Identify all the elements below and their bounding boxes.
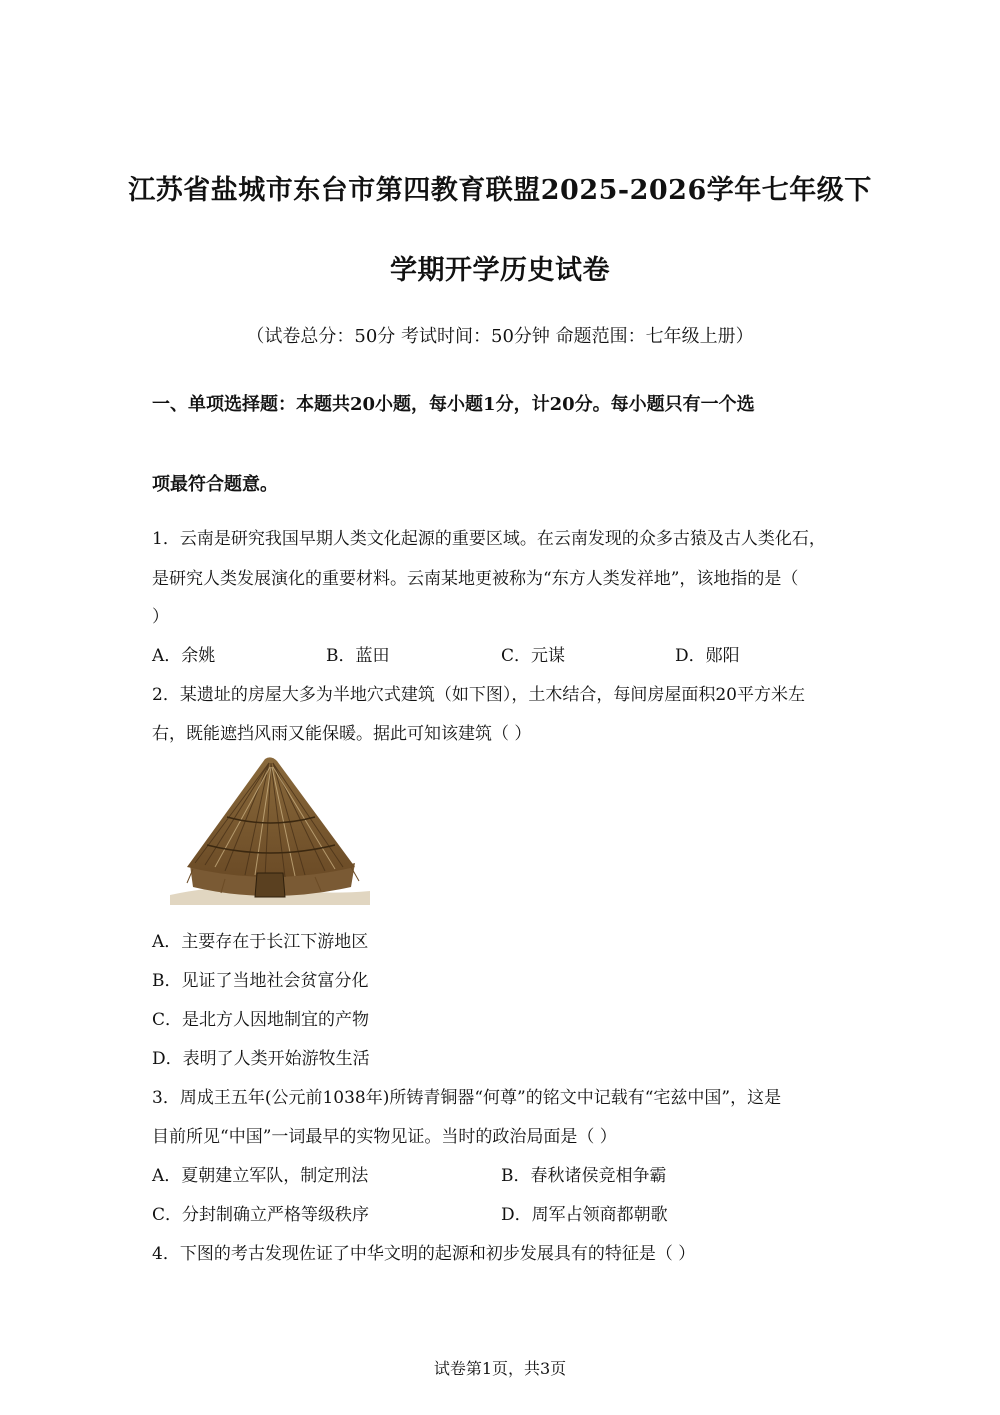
section-heading-line-2: 项最符合题意。 (152, 474, 278, 495)
question-4-line-1: 4．下图的考古发现佐证了中华文明的起源和初步发展具有的特征是（ ） (152, 1244, 696, 1264)
question-3-line-2: 目前所见“中国”一词最早的实物见证。当时的政治局面是（ ） (152, 1127, 617, 1147)
exam-info: （试卷总分：50分 考试时间：50分钟 命题范围：七年级上册） (246, 326, 754, 347)
question-1-option-c: C．元谋 (501, 646, 566, 666)
question-3-line-1: 3．周成王五年(公元前1038年)所铸青铜器“何尊”的铭文中记载有“宅兹中国”，这是 (152, 1088, 782, 1108)
question-2-line-1: 2．某遗址的房屋大多为半地穴式建筑（如下图），土木结合，每间房屋面积20平方米左 (152, 685, 805, 705)
exam-title-line-2: 学期开学历史试卷 (390, 255, 610, 286)
question-3-option-b: B．春秋诸侯竞相争霸 (501, 1166, 667, 1186)
question-2-option-d: D．表明了人类开始游牧生活 (152, 1049, 370, 1069)
question-1-line-1: 1．云南是研究我国早期人类文化起源的重要区域。在云南发现的众多古猿及古人类化石， (152, 529, 826, 549)
question-2-option-c: C．是北方人因地制宜的产物 (152, 1010, 370, 1030)
question-1-line-2: 是研究人类发展演化的重要材料。云南某地更被称为“东方人类发祥地”，该地指的是（ (152, 569, 799, 589)
exam-title-line-1: 江苏省盐城市东台市第四教育联盟2025-2026学年七年级下 (128, 175, 872, 206)
question-1-option-a: A．余姚 (152, 646, 216, 666)
question-1-option-d: D．郧阳 (675, 646, 740, 666)
question-3-option-c: C．分封制确立严格等级秩序 (152, 1205, 370, 1225)
question-2-option-a: A．主要存在于长江下游地区 (152, 932, 369, 952)
semi-subterranean-hut-illustration (165, 755, 377, 910)
question-1-option-b: B．蓝田 (326, 646, 390, 666)
question-3-option-d: D．周军占领商都朝歌 (501, 1205, 668, 1225)
page-footer: 试卷第1页，共3页 (433, 1359, 567, 1378)
question-1-line-3: ） (152, 607, 169, 627)
question-2-option-b: B．见证了当地社会贫富分化 (152, 971, 369, 991)
question-3-option-a: A．夏朝建立军队，制定刑法 (152, 1166, 369, 1186)
question-2-line-2: 右，既能遮挡风雨又能保暖。据此可知该建筑（ ） (152, 724, 532, 744)
section-heading-line-1: 一、单项选择题：本题共20小题，每小题1分，计20分。每小题只有一个选 (152, 394, 755, 415)
